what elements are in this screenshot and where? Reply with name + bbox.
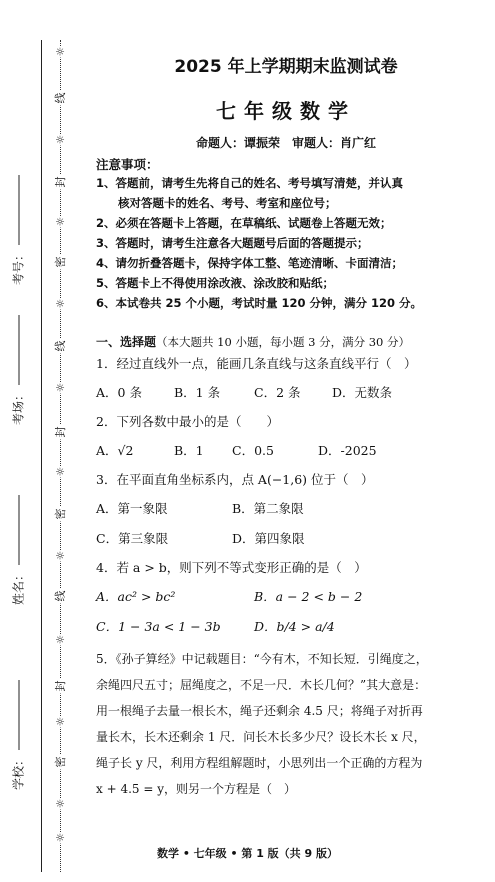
question-4-options-row2 [96,612,476,642]
exam-number-label: 考号： [11,248,26,286]
sun-mark-icon: ☼ [55,133,65,147]
question-3-options-row1 [96,494,476,524]
q3-option-b[interactable]: B．第二象限 [232,501,304,516]
notice-item: 4、请勿折叠答题卡，保持字体工整、笔迹清晰、卡面清洁； [96,256,403,270]
question-5-line: 绳子长 y 尺，利用方程组解题时，小思列出一个正确的方程为 [96,756,423,770]
question-4-options-row1 [96,582,476,612]
sun-mark-icon: ☼ [55,831,65,845]
binding-border-line [41,40,42,872]
name-label: 姓名： [11,568,26,606]
question-5-line: 量长木，长木还剩余 1 尺．问长木长多少尺？设长木长 x 尺， [96,730,426,744]
q3-option-d[interactable]: D．第四象限 [232,531,305,546]
question-2-stem: 2．下列各数中最小的是（ ） [96,414,279,429]
q4-option-a[interactable]: A．ac² > bc² [96,589,176,604]
exam-room-label: 考场： [11,388,26,426]
question-5 [96,646,476,802]
binding-mark-secret: 密 [54,756,67,768]
q1-option-b[interactable]: B．1 条 [174,385,221,400]
binding-dotted-line [60,40,61,872]
school-blank[interactable] [19,680,20,750]
question-2-options [96,436,476,466]
question-5-line: 余绳四尺五寸；屈绳度之，不足一尺．木长几何？”其大意是： [96,678,427,692]
q4-option-d[interactable]: D．b/4 > a/4 [254,619,335,634]
notice-item: 1、答题前，请考生先将自己的姓名、考号填写清楚，并认真 [96,176,403,190]
section-note: （本大题共 10 小题，每小题 3 分，满分 30 分） [156,335,411,349]
notice-item: 核对答题卡的姓名、考号、考室和座位号； [118,196,337,210]
exam-room-field[interactable] [10,315,27,425]
sun-mark-icon: ☼ [55,215,65,229]
exam-number-blank[interactable] [19,175,20,245]
exam-title: 2025 年上学期期末监测试卷 [174,57,398,77]
binding-mark-line: 线 [54,590,67,602]
sun-mark-icon: ☼ [55,381,65,395]
section-title: 一、选择题 [96,335,157,349]
sun-mark-icon: ☼ [55,633,65,647]
binding-mark-seal: 封 [54,680,67,692]
q2-option-b[interactable]: B．1 [174,443,204,458]
binding-mark-line: 线 [54,92,67,104]
exam-subtitle: 七年级数学 [216,99,356,123]
question-1-stem: 1．经过直线外一点，能画几条直线与这条直线平行（ ） [96,356,417,371]
q4-option-b[interactable]: B．a − 2 < b − 2 [254,589,363,604]
sun-mark-icon: ☼ [55,715,65,729]
school-label: 学校： [11,753,26,791]
exam-content [96,52,476,802]
notice-item: 5、答题卡上不得使用涂改液、涂改胶和贴纸； [96,276,334,290]
notice-item: 3、答题时，请考生注意各大题题号后面的答题提示； [96,236,369,250]
question-3-options-row2 [96,524,476,554]
question-5-line: 用一根绳子去量一根长木，绳子还剩余 4.5 尺；将绳子对折再 [96,704,423,718]
question-4-stem: 4．若 a > b，则下列不等式变形正确的是（ ） [96,560,367,575]
sun-mark-icon: ☼ [55,797,65,811]
school-field[interactable] [10,680,27,790]
question-3-stem: 3．在平面直角坐标系内，点 A(−1,6) 位于（ ） [96,472,374,487]
name-field[interactable] [10,495,27,605]
q1-option-d[interactable]: D．无数条 [332,385,393,400]
notice-item: 2、必须在答题卡上答题，在草稿纸、试题卷上答题无效； [96,216,392,230]
q3-option-a[interactable]: A．第一象限 [96,501,168,516]
notice-item: 6、本试卷共 25 个小题，考试时量 120 分钟，满分 120 分。 [96,296,423,310]
q1-option-c[interactable]: C．2 条 [254,385,301,400]
question-1-options [96,378,476,408]
binding-mark-secret: 密 [54,508,67,520]
notice-title: 注意事项： [96,157,159,172]
binding-mark-seal: 封 [54,176,67,188]
q2-option-d[interactable]: D．-2025 [318,443,377,458]
sun-mark-icon: ☼ [55,465,65,479]
question-5-line: 5．《孙子算经》中记载题目：“今有木，不知长短．引绳度之， [96,652,428,666]
sun-mark-icon: ☼ [55,549,65,563]
q1-option-a[interactable]: A．0 条 [96,385,142,400]
q2-option-c[interactable]: C．0.5 [232,443,274,458]
exam-number-field[interactable] [10,175,27,285]
q3-option-c[interactable]: C．第三象限 [96,531,169,546]
binding-mark-seal: 封 [54,426,67,438]
section-heading [96,333,476,350]
name-blank[interactable] [19,495,20,565]
q2-option-a[interactable]: A．√2 [96,443,134,458]
sun-mark-icon: ☼ [55,45,65,59]
sun-mark-icon: ☼ [55,297,65,311]
page-footer: 数学 • 七年级 • 第 1 版（共 9 版） [156,847,338,860]
exam-authors: 命题人：谭振荣 审题人：肖广红 [195,136,376,150]
binding-mark-secret: 密 [54,256,67,268]
q4-option-c[interactable]: C．1 − 3a < 1 − 3b [96,619,221,634]
binding-mark-line: 线 [54,340,67,352]
question-5-line: x + 4.5 = y，则另一个方程是（ ） [96,782,296,796]
exam-room-blank[interactable] [19,315,20,385]
